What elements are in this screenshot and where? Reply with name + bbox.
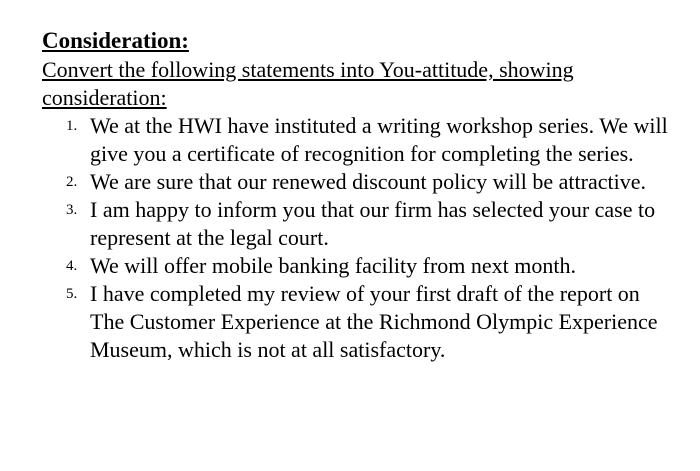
list-item	[42, 196, 670, 252]
item-number: 2.	[66, 174, 78, 190]
instruction-text: Convert the following statements into You-attitude, showing consideration:	[42, 57, 574, 110]
list-item	[42, 252, 670, 280]
item-text: I have completed my review of your first draft of the report on The Customer Experience at the Richmond Olympic Experience Museum, which is not at all satisfactory.	[90, 281, 658, 362]
item-text: We at the HWI have instituted a writing workshop series. We will give you a certificate of recognition for completing the series.	[90, 113, 668, 166]
item-number: 1.	[66, 118, 78, 134]
item-text: We are sure that our renewed discount policy will be attractive.	[90, 169, 646, 194]
item-number: 3.	[66, 202, 78, 218]
item-text: We will offer mobile banking facility from next month.	[90, 253, 576, 278]
list-item	[42, 280, 670, 364]
item-number: 5.	[66, 286, 78, 302]
list-item	[42, 112, 670, 168]
item-text: I am happy to inform you that our firm has selected your case to represent at the legal court.	[90, 197, 656, 250]
statement-list	[42, 112, 682, 364]
document	[42, 26, 682, 364]
item-number: 4.	[66, 258, 78, 274]
section-heading: Consideration:	[42, 28, 189, 53]
list-item	[42, 168, 670, 196]
